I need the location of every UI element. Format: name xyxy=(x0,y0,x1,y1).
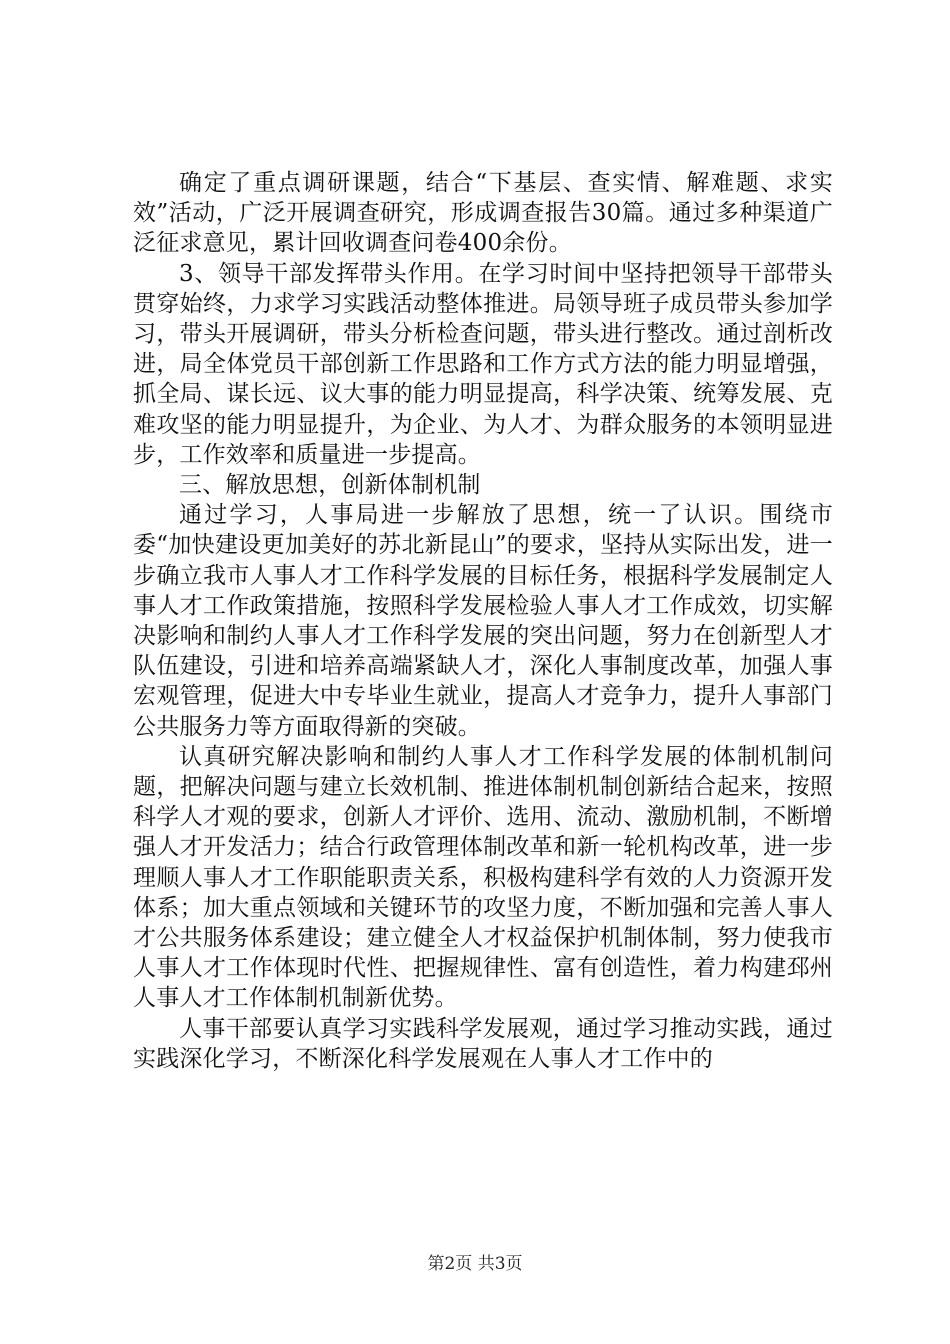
paragraph-personnel-cadres: 人事干部要认真学习实践科学发展观，通过学习推动实践，通过实践深化学习，不断深化科学发展观在人事人才工作中的 xyxy=(133,1015,833,1072)
paragraph-emancipate-thinking: 通过学习，人事局进一步解放了思想，统一了认识。围绕市委“加快建设更加美好的苏北新昆山”的要求，坚持从实际出发，进一步确立我市人事人才工作科学发展的目标任务，根据科学发展制定人事人才工作政策措施，按照科学发展检验人事人才工作成效，切实解决影响和制约人事人才工作科学发展的突出问题，努力在创新型人才队伍建设，引进和培养高端紧缺人才，深化人事制度改革，加强人事宏观管理，促进大中专毕业生就业，提高人才竞争力，提升人事部门公共服务力等方面取得新的突破。 xyxy=(133,502,833,740)
section-heading: 三、解放思想，创新体制机制 xyxy=(179,472,481,499)
document-body xyxy=(133,168,833,1074)
paragraph-leadership: 3、领导干部发挥带头作用。在学习时间中坚持把领导干部带头贯穿始终，力求学习实践活动整体推进。局领导班子成员带头参加学习，带头开展调研，带头分析检查问题，带头进行整改。通过剖析改进，局全体党员干部创新工作思路和工作方式方法的能力明显增强，抓全局、谋长远、议大事的能力明显提高，科学决策、统筹发展、克难攻坚的能力明显提升，为企业、为人才、为群众服务的本领明显进步，工作效率和质量进一步提高。 xyxy=(133,260,833,468)
page-number-footer: 第2页 共3页 xyxy=(427,1254,523,1274)
paragraph-research: 确定了重点调研课题，结合“下基层、查实情、解难题、求实效”活动，广泛开展调查研究，形成调查报告30篇。通过多种渠道广泛征求意见，累计回收调查问卷400余份。 xyxy=(133,170,833,257)
paragraph-institutional-mechanism: 认真研究解决影响和制约人事人才工作科学发展的体制机制问题，把解决问题与建立长效机制、推进体制机制创新结合起来，按照科学人才观的要求，创新人才评价、选用、流动、激励机制，不断增强人才开发活力；结合行政管理体制改革和新一轮机构改革，进一步理顺人事人才工作职能职责关系，积极构建科学有效的人力资源开发体系；加大重点领域和关键环节的攻坚力度，不断加强和完善人事人才公共服务体系建设；建立健全人才权益保护机制体制，努力使我市人事人才工作体现时代性、把握规律性、富有创造性，着力构建邳州人事人才工作体制机制新优势。 xyxy=(133,743,833,1012)
